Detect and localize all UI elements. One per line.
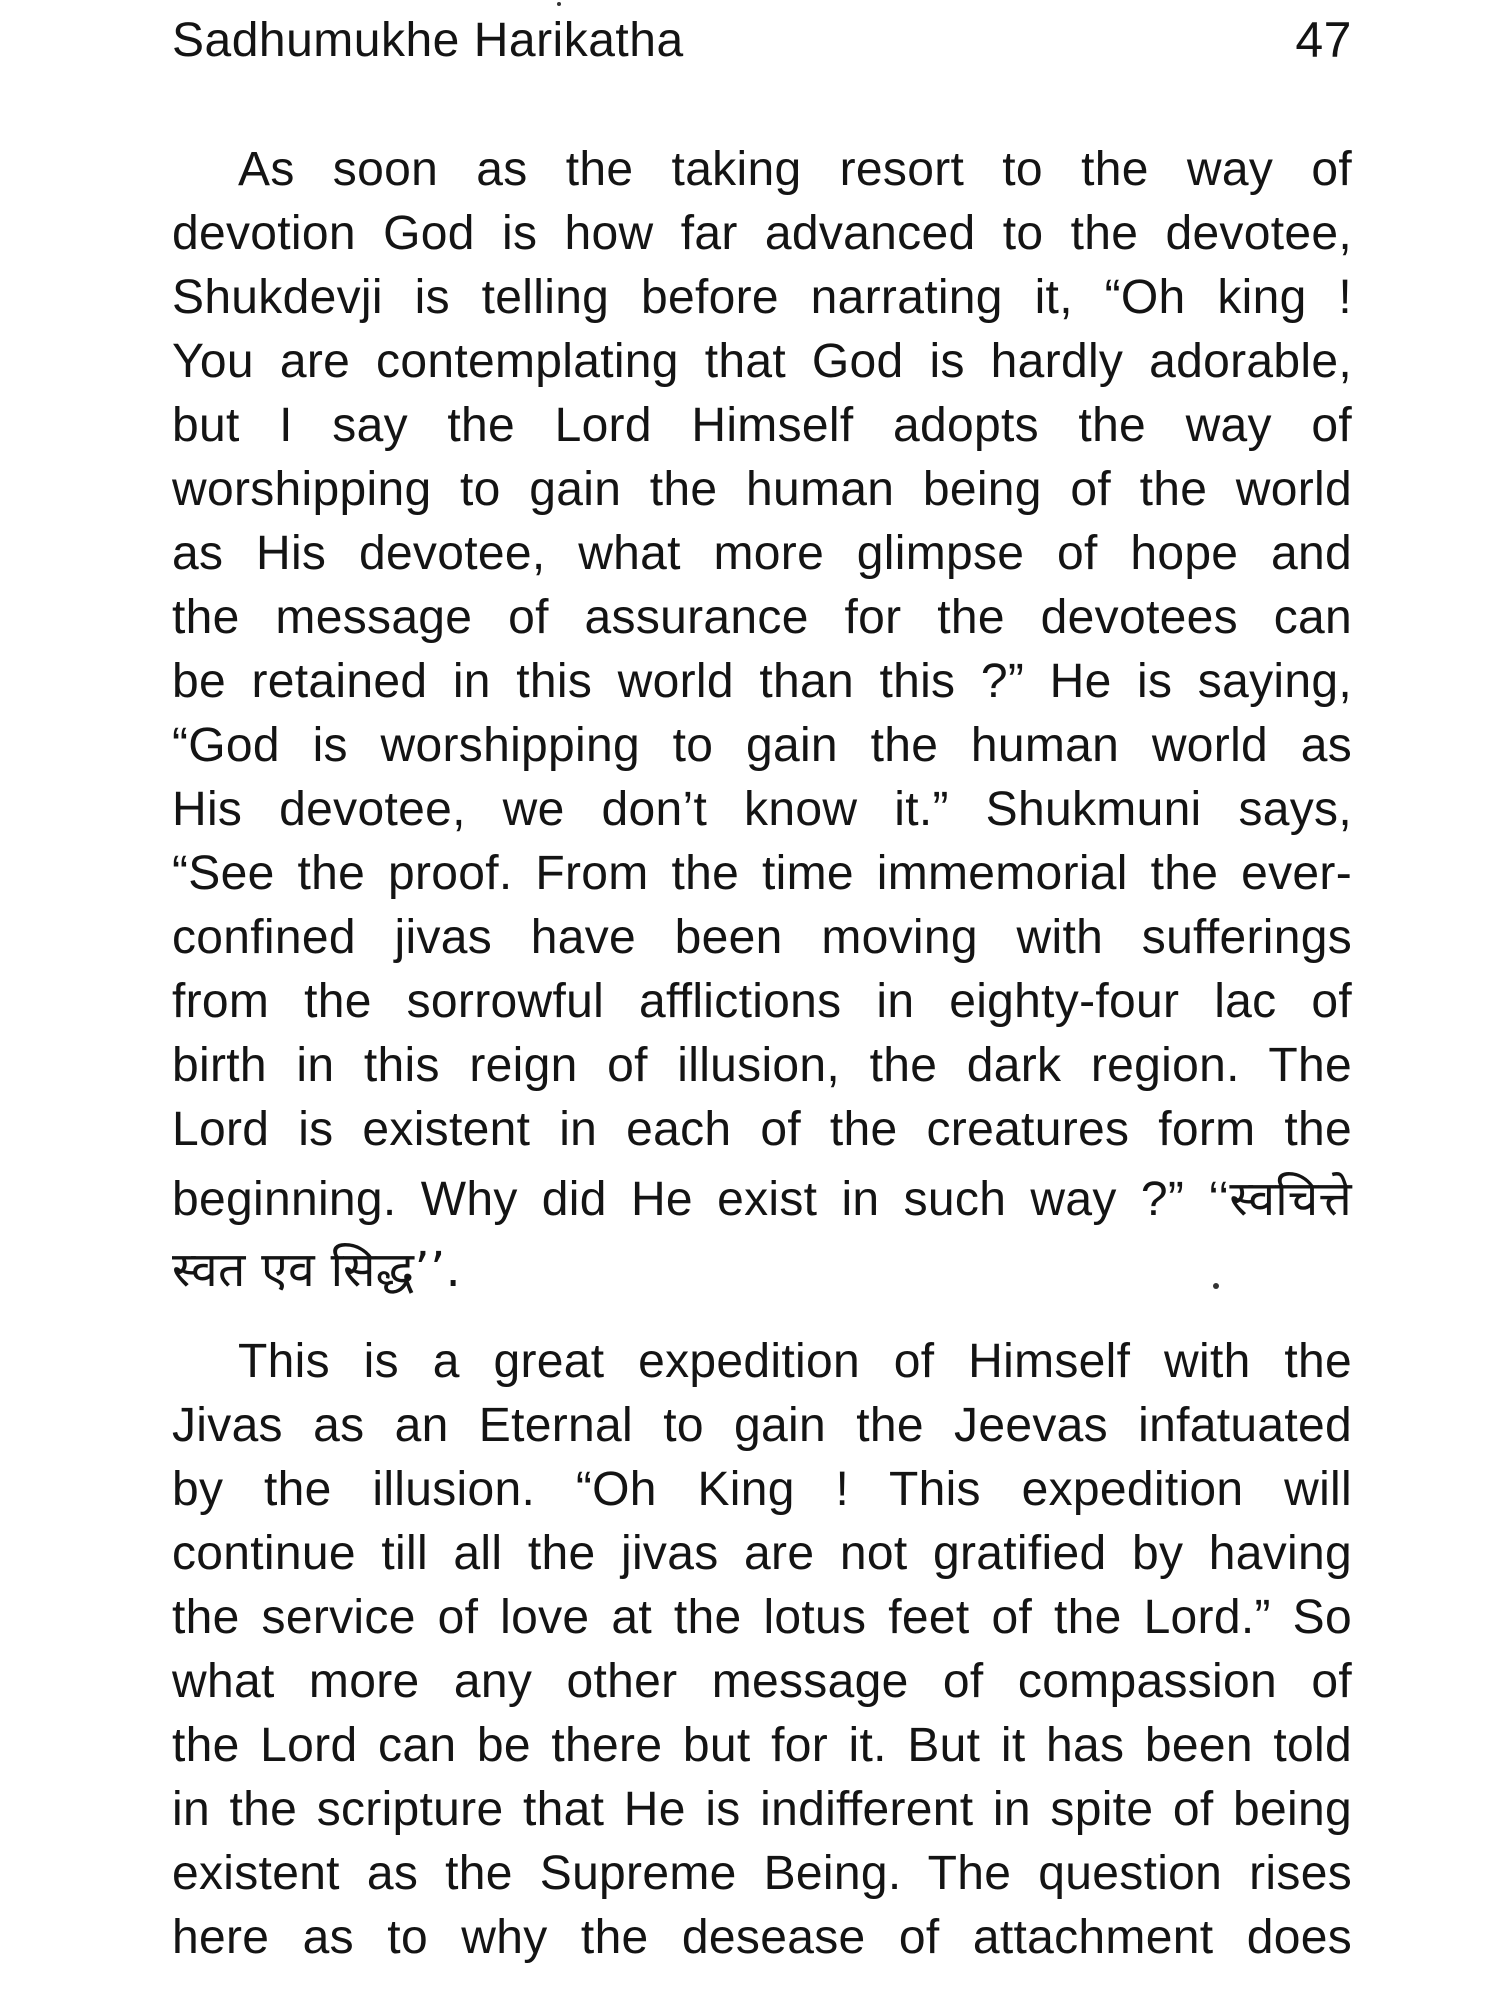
page-number: 47: [1295, 12, 1352, 68]
text-line: what more any other message of compassion of: [172, 1655, 1352, 1708]
text-line: but I say the Lord Himself adopts the way of: [172, 399, 1352, 452]
text-line: You are contemplating that God is hardly adorable,: [172, 335, 1352, 388]
text-line: the Lord can be there but for it. But it has been told: [172, 1719, 1352, 1772]
text-line: here as to why the desease of attachment does: [172, 1911, 1352, 1964]
text-line: existent as the Supreme Being. The question rises: [172, 1847, 1352, 1900]
text-line: the message of assurance for the devotees can: [172, 591, 1352, 644]
body-text: [172, 138, 1352, 1970]
text-line: “God is worshipping to gain the human world as: [172, 719, 1352, 772]
scan-speck: [1213, 1283, 1219, 1289]
paragraph-gap: [172, 1302, 1352, 1330]
text-line: Shukdevji is telling before narrating it, “Oh king !: [172, 271, 1352, 324]
text-line: in the scripture that He is indifferent in spite of being: [172, 1783, 1352, 1836]
scan-speck: [557, 2, 561, 6]
text-line: worshipping to gain the human being of the world: [172, 463, 1352, 516]
text-line: by the illusion. “Oh King ! This expedition will: [172, 1463, 1352, 1516]
paragraph-1: [172, 138, 1352, 1302]
text-line: devotion God is how far advanced to the devotee,: [172, 207, 1352, 260]
text-line: be retained in this world than this ?” He is saying,: [172, 655, 1352, 708]
text-line: As soon as the taking resort to the way of: [238, 143, 1352, 196]
text-line: Lord is existent in each of the creatures form the: [172, 1103, 1352, 1156]
text-line: Jivas as an Eternal to gain the Jeevas infatuated: [172, 1399, 1352, 1452]
running-header: [172, 8, 1352, 72]
text-line: as His devotee, what more glimpse of hope and: [172, 527, 1352, 580]
paragraph-2: [172, 1330, 1352, 1970]
text-line: His devotee, we don’t know it.” Shukmuni says,: [172, 783, 1352, 836]
book-title: Sadhumukhe Harikatha: [172, 13, 684, 67]
text-line: confined jivas have been moving with sufferings: [172, 911, 1352, 964]
text-line: birth in this reign of illusion, the dark region. The: [172, 1039, 1352, 1092]
text-line: “See the proof. From the time immemorial the ever-: [172, 847, 1352, 900]
text-line: This is a great expedition of Himself with the: [238, 1335, 1352, 1388]
text-line: the service of love at the lotus feet of the Lord.” So: [172, 1591, 1352, 1644]
sanskrit-line: स्वत एव सिद्ध’’.: [172, 1242, 462, 1298]
text-line: continue till all the jivas are not gratified by having: [172, 1527, 1352, 1580]
text-line: from the sorrowful afflictions in eighty-four lac of: [172, 975, 1352, 1028]
text-line: beginning. Why did He exist in such way ?” ‘‘स्वचित्ते: [172, 1173, 1352, 1226]
